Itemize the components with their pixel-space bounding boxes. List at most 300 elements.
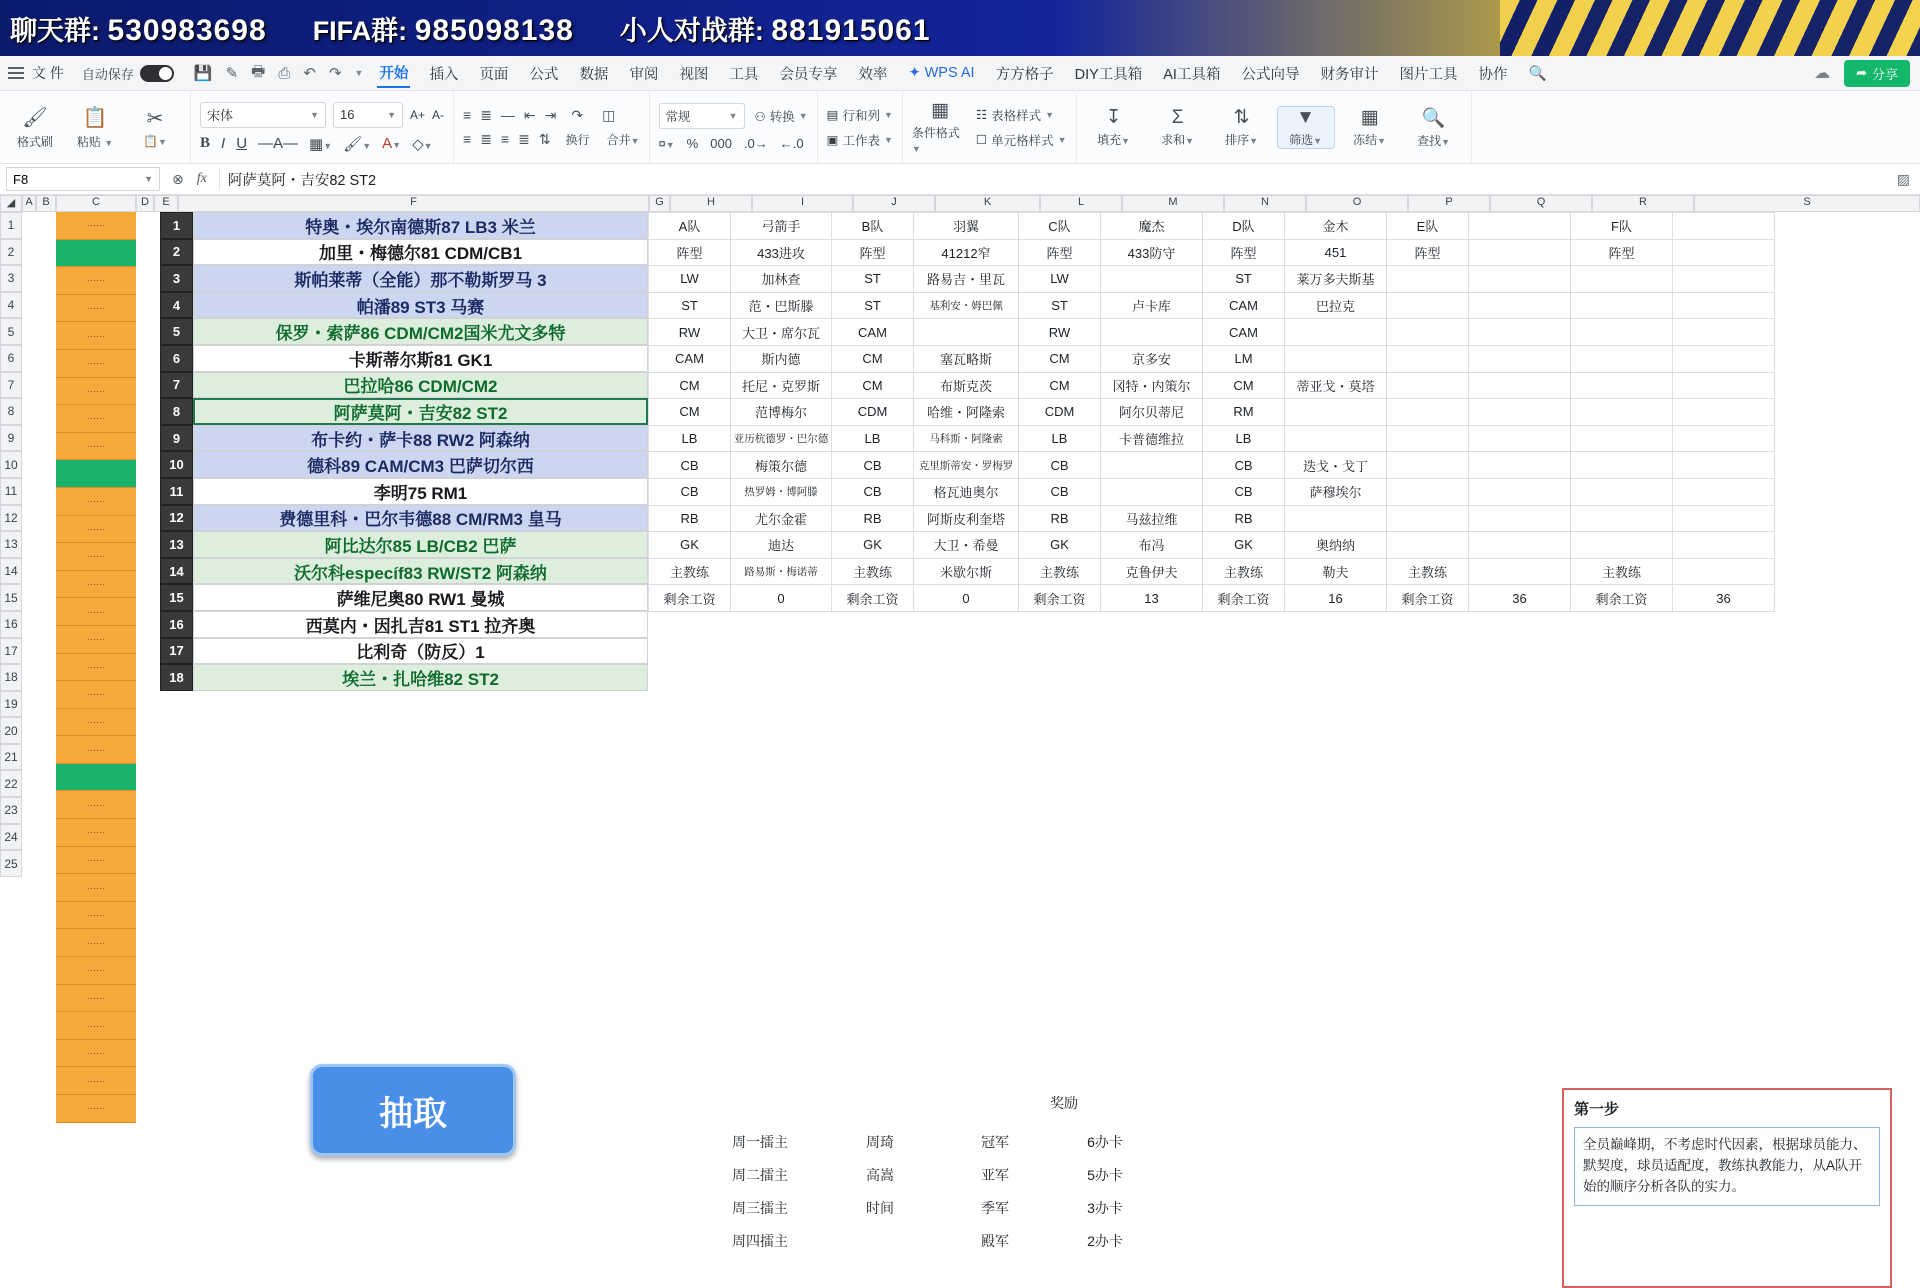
table-cell[interactable] <box>1387 266 1469 293</box>
number-format-select[interactable]: 常规 ▼ <box>659 103 745 129</box>
col-header-P[interactable]: P <box>1408 195 1490 212</box>
col-header-D[interactable]: D <box>136 195 154 212</box>
table-cell[interactable]: 剩余工资 <box>1387 585 1469 612</box>
table-cell[interactable]: LB <box>649 425 731 452</box>
select-all-corner[interactable]: ◢ <box>0 195 22 212</box>
table-cell[interactable]: 卢卡库 <box>1101 292 1203 319</box>
table-cell[interactable] <box>1285 345 1387 372</box>
table-cell[interactable]: 范・巴斯滕 <box>731 292 832 319</box>
tab-image-tools[interactable]: 图片工具 <box>1399 66 1458 83</box>
table-cell[interactable] <box>1571 345 1673 372</box>
output-pdf-icon[interactable]: ⎙ <box>278 64 291 82</box>
table-cell[interactable]: RB <box>1203 505 1285 532</box>
tab-member[interactable]: 会员专享 <box>779 66 838 83</box>
table-cell[interactable]: 格瓦迪奥尔 <box>914 478 1019 505</box>
table-cell[interactable]: B队 <box>832 213 914 240</box>
row-header[interactable]: 15 <box>0 584 22 611</box>
name-list-item[interactable]: 保罗・索萨86 CDM/CM2国米尤文多特 <box>193 318 648 345</box>
source-list-item[interactable]: ······ <box>56 736 136 764</box>
name-list-item[interactable]: 阿萨莫阿・吉安82 ST2 <box>193 398 648 425</box>
table-cell[interactable]: RB <box>1019 505 1101 532</box>
table-cell[interactable] <box>1387 425 1469 452</box>
table-row[interactable] <box>649 213 1775 240</box>
decrease-indent-icon[interactable]: ⇤ <box>523 106 536 123</box>
table-cell[interactable]: E队 <box>1387 213 1469 240</box>
table-cell[interactable]: 萨穆埃尔 <box>1285 478 1387 505</box>
name-list-item[interactable]: 费德里科・巴尔韦德88 CM/RM3 皇马 <box>193 505 648 532</box>
table-cell[interactable] <box>1387 292 1469 319</box>
table-cell[interactable]: GK <box>832 532 914 559</box>
tab-start[interactable]: 开始 <box>377 59 410 88</box>
table-cell[interactable] <box>1571 319 1673 346</box>
table-cell[interactable]: CM <box>649 399 731 426</box>
table-cell[interactable]: 13 <box>1101 585 1203 612</box>
table-cell[interactable] <box>1469 345 1571 372</box>
row-header[interactable]: 12 <box>0 505 22 532</box>
row-header[interactable]: 10 <box>0 451 22 478</box>
name-list-item[interactable]: 卡斯蒂尔斯81 GK1 <box>193 345 648 372</box>
table-cell[interactable]: LW <box>1019 266 1101 293</box>
decrease-decimal-icon[interactable]: ←.0 <box>779 136 804 151</box>
tab-data[interactable]: 数据 <box>579 66 609 83</box>
rows-columns-button[interactable]: ▤ 行和列 ▼ <box>826 108 893 123</box>
col-header-M[interactable]: M <box>1122 195 1224 212</box>
source-list-item[interactable]: ······ <box>56 929 136 957</box>
table-cell[interactable]: 阵型 <box>1019 239 1101 266</box>
col-header-G[interactable]: G <box>649 195 670 212</box>
table-cell[interactable]: F队 <box>1571 213 1673 240</box>
table-cell[interactable]: 阵型 <box>832 239 914 266</box>
col-header-I[interactable]: I <box>752 195 853 212</box>
hamburger-menu-icon[interactable] <box>8 67 24 79</box>
table-cell[interactable] <box>1571 452 1673 479</box>
name-list-item[interactable]: 阿比达尔85 LB/CB2 巴萨 <box>193 531 648 558</box>
undo-icon[interactable]: ↶ <box>303 65 316 82</box>
autosave-switch[interactable] <box>140 65 174 82</box>
table-cell[interactable]: ST <box>832 292 914 319</box>
tab-formula[interactable]: 公式 <box>529 66 559 83</box>
italic-button[interactable]: I <box>221 135 226 152</box>
col-header-O[interactable]: O <box>1306 195 1408 212</box>
table-cell[interactable]: 16 <box>1285 585 1387 612</box>
table-cell[interactable] <box>1285 505 1387 532</box>
table-cell[interactable]: RW <box>649 319 731 346</box>
name-list-item[interactable]: 帕潘89 ST3 马赛 <box>193 292 648 319</box>
table-cell[interactable] <box>1469 239 1571 266</box>
table-cell[interactable]: 托尼・克罗斯 <box>731 372 832 399</box>
convert-button[interactable]: ⚇ 转换 ▼ <box>754 109 808 124</box>
table-cell[interactable]: ST <box>832 266 914 293</box>
table-cell[interactable]: 剩余工资 <box>1019 585 1101 612</box>
row-header-column[interactable] <box>0 212 22 877</box>
table-cell[interactable]: 热罗姆・博阿滕 <box>731 478 832 505</box>
table-cell[interactable]: 巴拉克 <box>1285 292 1387 319</box>
share-button[interactable] <box>1844 60 1910 87</box>
table-cell[interactable]: CB <box>1203 452 1285 479</box>
tab-finance-audit[interactable]: 财务审计 <box>1320 66 1379 83</box>
table-cell[interactable]: 范博梅尔 <box>731 399 832 426</box>
table-cell[interactable] <box>1571 372 1673 399</box>
table-cell[interactable]: 勒夫 <box>1285 558 1387 585</box>
table-row[interactable] <box>649 558 1775 585</box>
name-list-item[interactable]: 斯帕莱蒂（全能）那不勒斯罗马 3 <box>193 265 648 292</box>
sort-button[interactable]: ⇅ 排序▼ <box>1225 107 1259 147</box>
source-list-item[interactable]: ······ <box>56 322 136 350</box>
table-cell[interactable] <box>1571 505 1673 532</box>
table-row[interactable] <box>649 292 1775 319</box>
table-cell[interactable] <box>1673 478 1775 505</box>
team-roster-table[interactable] <box>648 212 1775 612</box>
table-cell[interactable]: D队 <box>1203 213 1285 240</box>
table-cell[interactable] <box>1571 425 1673 452</box>
table-cell[interactable]: LM <box>1203 345 1285 372</box>
table-cell[interactable]: C队 <box>1019 213 1101 240</box>
source-list-item[interactable]: ······ <box>56 488 136 516</box>
source-list-item[interactable]: ······ <box>56 571 136 599</box>
table-cell[interactable] <box>1469 452 1571 479</box>
table-cell[interactable]: CM <box>832 345 914 372</box>
source-list-item[interactable] <box>56 764 136 792</box>
comma-style-icon[interactable]: 000 <box>710 136 732 151</box>
table-cell[interactable] <box>1673 213 1775 240</box>
source-list-item[interactable]: ······ <box>56 378 136 406</box>
table-cell[interactable] <box>1101 266 1203 293</box>
row-header[interactable]: 13 <box>0 531 22 558</box>
table-cell[interactable]: 主教练 <box>1019 558 1101 585</box>
align-middle-icon[interactable]: ≣ <box>480 106 492 123</box>
row-header[interactable]: 6 <box>0 345 22 372</box>
bold-button[interactable]: B <box>200 135 211 151</box>
col-header-L[interactable]: L <box>1040 195 1122 212</box>
source-list-item[interactable]: ······ <box>56 212 136 240</box>
source-list-item[interactable]: ······ <box>56 985 136 1013</box>
table-cell[interactable]: 433进攻 <box>731 239 832 266</box>
table-cell[interactable]: CB <box>649 478 731 505</box>
col-header-R[interactable]: R <box>1592 195 1694 212</box>
source-list-item[interactable]: ······ <box>56 405 136 433</box>
table-cell[interactable]: 迭戈・戈丁 <box>1285 452 1387 479</box>
table-cell[interactable]: CAM <box>832 319 914 346</box>
increase-indent-icon[interactable]: ⇥ <box>544 106 557 123</box>
table-cell[interactable]: A队 <box>649 213 731 240</box>
table-cell[interactable]: 尤尔金霍 <box>731 505 832 532</box>
row-header[interactable]: 19 <box>0 691 22 718</box>
table-cell[interactable]: 弓箭手 <box>731 213 832 240</box>
table-cell[interactable] <box>1571 478 1673 505</box>
table-cell[interactable]: LB <box>1019 425 1101 452</box>
table-row[interactable] <box>649 372 1775 399</box>
table-cell[interactable]: 36 <box>1469 585 1571 612</box>
table-cell[interactable] <box>1101 452 1203 479</box>
insert-function-icon[interactable]: fx <box>196 171 207 186</box>
table-cell[interactable] <box>1469 558 1571 585</box>
row-header[interactable]: 7 <box>0 372 22 399</box>
table-cell[interactable] <box>1387 532 1469 559</box>
table-cell[interactable]: 主教练 <box>1387 558 1469 585</box>
table-cell[interactable] <box>1469 292 1571 319</box>
table-cell[interactable] <box>1571 266 1673 293</box>
table-row[interactable] <box>649 452 1775 479</box>
table-cell[interactable]: 阵型 <box>1203 239 1285 266</box>
table-cell[interactable]: 金木 <box>1285 213 1387 240</box>
table-cell[interactable]: RW <box>1019 319 1101 346</box>
row-header[interactable]: 25 <box>0 850 22 877</box>
row-header[interactable]: 5 <box>0 318 22 345</box>
row-header[interactable]: 23 <box>0 797 22 824</box>
table-cell[interactable]: CM <box>832 372 914 399</box>
table-cell[interactable]: 冈特・内策尔 <box>1101 372 1203 399</box>
table-cell[interactable]: 36 <box>1673 585 1775 612</box>
table-cell[interactable] <box>1101 478 1203 505</box>
font-color-icon[interactable]: A▼ <box>382 135 402 152</box>
table-cell[interactable]: 梅策尔德 <box>731 452 832 479</box>
find-button[interactable]: 🔍 查找▼ <box>1417 107 1451 148</box>
table-cell[interactable] <box>1285 399 1387 426</box>
underline-button[interactable]: U <box>236 135 248 152</box>
table-cell[interactable]: 451 <box>1285 239 1387 266</box>
source-list-item[interactable]: ······ <box>56 516 136 544</box>
table-cell[interactable] <box>1673 266 1775 293</box>
table-cell[interactable]: 加林查 <box>731 266 832 293</box>
table-cell[interactable] <box>1469 532 1571 559</box>
table-cell[interactable]: 克里斯蒂安・罗梅罗 <box>914 452 1019 479</box>
table-cell[interactable]: 主教练 <box>649 558 731 585</box>
quick-access-dropdown-icon[interactable]: ▼ <box>354 68 364 78</box>
justify-icon[interactable]: ≣ <box>518 130 530 147</box>
table-cell[interactable]: CM <box>1019 372 1101 399</box>
table-cell[interactable] <box>1673 239 1775 266</box>
font-name-select[interactable]: 宋体 ▼ <box>200 102 326 128</box>
table-cell[interactable]: 主教练 <box>1571 558 1673 585</box>
table-cell[interactable] <box>1571 532 1673 559</box>
table-cell[interactable] <box>1387 478 1469 505</box>
source-list-item[interactable]: ······ <box>56 626 136 654</box>
table-cell[interactable]: RB <box>832 505 914 532</box>
tab-tools[interactable]: 工具 <box>729 66 759 83</box>
table-cell[interactable]: GK <box>1019 532 1101 559</box>
table-cell[interactable] <box>1469 505 1571 532</box>
formula-input[interactable]: 阿萨莫阿・吉安82 ST2 <box>219 168 1897 190</box>
borders-icon[interactable]: ▦▼ <box>309 135 333 153</box>
merge-cells-icon[interactable]: ◫ <box>602 106 616 123</box>
source-list-item[interactable]: ······ <box>56 433 136 461</box>
source-list-item[interactable]: ······ <box>56 709 136 737</box>
table-cell[interactable]: 奥纳纳 <box>1285 532 1387 559</box>
table-cell[interactable]: 路易斯・梅诺蒂 <box>731 558 832 585</box>
name-list-item[interactable]: 埃兰・扎哈维82 ST2 <box>193 664 648 691</box>
source-list-item[interactable]: ······ <box>56 295 136 323</box>
row-header[interactable]: 9 <box>0 425 22 452</box>
row-header[interactable]: 8 <box>0 398 22 425</box>
source-list-item[interactable]: ······ <box>56 1040 136 1068</box>
table-cell[interactable]: 莱万多夫斯基 <box>1285 266 1387 293</box>
table-cell[interactable] <box>1673 399 1775 426</box>
table-row[interactable] <box>649 266 1775 293</box>
table-cell[interactable] <box>1673 319 1775 346</box>
col-header-S[interactable]: S <box>1694 195 1920 212</box>
tab-efficiency[interactable]: 效率 <box>858 66 888 83</box>
row-header[interactable]: 20 <box>0 717 22 744</box>
row-header[interactable]: 14 <box>0 558 22 585</box>
table-cell[interactable]: 马科斯・阿隆索 <box>914 425 1019 452</box>
table-cell[interactable]: 米歇尔斯 <box>914 558 1019 585</box>
name-list-index-column[interactable] <box>160 212 193 691</box>
table-cell[interactable]: LW <box>649 266 731 293</box>
source-list-item[interactable]: ······ <box>56 543 136 571</box>
table-cell[interactable]: 蒂亚戈・莫塔 <box>1285 372 1387 399</box>
fill-color-icon[interactable]: 🖌▼ <box>343 135 372 153</box>
align-top-icon[interactable]: ≡ <box>463 107 472 123</box>
table-cell[interactable]: 剩余工资 <box>649 585 731 612</box>
source-list-item[interactable]: ······ <box>56 681 136 709</box>
table-cell[interactable]: CM <box>1203 372 1285 399</box>
table-cell[interactable]: 路易吉・里瓦 <box>914 266 1019 293</box>
tab-fanfangezi[interactable]: 方方格子 <box>995 66 1054 83</box>
save-icon[interactable]: 💾 <box>193 65 213 82</box>
table-cell[interactable]: 主教练 <box>1203 558 1285 585</box>
source-list-item[interactable]: ······ <box>56 1067 136 1095</box>
table-cell[interactable]: CM <box>1019 345 1101 372</box>
table-cell[interactable]: 羽翼 <box>914 213 1019 240</box>
table-cell[interactable] <box>1469 266 1571 293</box>
freeze-button[interactable]: ▦ 冻结▼ <box>1353 107 1387 147</box>
source-list-item[interactable]: ······ <box>56 1012 136 1040</box>
align-center-icon[interactable]: ≣ <box>480 130 492 147</box>
source-list-item[interactable]: ······ <box>56 847 136 875</box>
table-cell[interactable]: 大卫・希曼 <box>914 532 1019 559</box>
table-cell[interactable]: 阿斯皮利奎塔 <box>914 505 1019 532</box>
col-header-Q[interactable]: Q <box>1490 195 1592 212</box>
ribbon-search-icon[interactable]: 🔍 <box>1528 65 1547 82</box>
table-cell[interactable]: 大卫・席尔瓦 <box>731 319 832 346</box>
table-cell[interactable]: 哈维・阿隆索 <box>914 399 1019 426</box>
table-cell[interactable] <box>1673 292 1775 319</box>
clear-format-icon[interactable]: ◇▼ <box>412 135 433 153</box>
table-cell[interactable]: 塞瓦略斯 <box>914 345 1019 372</box>
tab-formula-wizard[interactable]: 公式向导 <box>1241 66 1300 83</box>
print-icon[interactable]: ✎ <box>225 65 239 82</box>
cell-style-button[interactable]: ☐ 单元格样式 ▼ <box>975 133 1067 148</box>
table-cell[interactable]: 亚历杭德罗・巴尔德 <box>731 425 832 452</box>
table-row[interactable] <box>649 505 1775 532</box>
wrap-text-icon[interactable]: ↷ <box>571 106 584 123</box>
table-cell[interactable] <box>1469 213 1571 240</box>
align-right-icon[interactable]: ≡ <box>500 131 510 147</box>
table-cell[interactable]: 阵型 <box>1387 239 1469 266</box>
name-list-item[interactable]: 德科89 CAM/CM3 巴萨切尔西 <box>193 451 648 478</box>
table-cell[interactable]: 京多安 <box>1101 345 1203 372</box>
table-cell[interactable] <box>1101 319 1203 346</box>
table-cell[interactable]: CB <box>832 452 914 479</box>
cut-button[interactable] <box>129 106 181 148</box>
table-cell[interactable] <box>1571 292 1673 319</box>
table-cell[interactable]: 克鲁伊夫 <box>1101 558 1203 585</box>
table-cell[interactable]: 剩余工资 <box>1571 585 1673 612</box>
row-header[interactable]: 4 <box>0 292 22 319</box>
row-header[interactable]: 24 <box>0 824 22 851</box>
align-left-icon[interactable]: ≡ <box>463 131 472 147</box>
table-cell[interactable] <box>1469 478 1571 505</box>
table-cell[interactable]: 魔杰 <box>1101 213 1203 240</box>
expand-formula-icon[interactable]: ▨ <box>1896 170 1910 187</box>
table-cell[interactable]: GK <box>649 532 731 559</box>
name-list-item[interactable]: 布卡约・萨卡88 RW2 阿森纳 <box>193 425 648 452</box>
table-cell[interactable]: CDM <box>1019 399 1101 426</box>
table-cell[interactable] <box>1673 425 1775 452</box>
source-list-item[interactable]: ······ <box>56 819 136 847</box>
table-row[interactable] <box>649 319 1775 346</box>
table-cell[interactable]: 马兹拉维 <box>1101 505 1203 532</box>
sum-button[interactable]: Σ 求和▼ <box>1161 106 1195 147</box>
table-cell[interactable] <box>1673 532 1775 559</box>
row-header[interactable]: 16 <box>0 611 22 638</box>
row-header[interactable]: 3 <box>0 265 22 292</box>
table-cell[interactable]: ST <box>1203 266 1285 293</box>
table-cell[interactable]: CAM <box>1203 292 1285 319</box>
col-header-N[interactable]: N <box>1224 195 1306 212</box>
tab-review[interactable]: 审阅 <box>629 66 659 83</box>
table-cell[interactable] <box>1673 452 1775 479</box>
name-list-item[interactable]: 巴拉哈86 CDM/CM2 <box>193 372 648 399</box>
source-list-item[interactable]: ······ <box>56 350 136 378</box>
table-cell[interactable]: CDM <box>832 399 914 426</box>
table-row[interactable] <box>649 478 1775 505</box>
table-cell[interactable]: 剩余工资 <box>1203 585 1285 612</box>
zoom-icon[interactable]: ⊗ <box>172 170 184 187</box>
table-cell[interactable] <box>1387 452 1469 479</box>
col-header-J[interactable]: J <box>853 195 935 212</box>
row-header[interactable]: 17 <box>0 638 22 665</box>
table-cell[interactable] <box>1571 399 1673 426</box>
table-cell[interactable] <box>1673 345 1775 372</box>
row-header[interactable]: 18 <box>0 664 22 691</box>
table-cell[interactable]: RM <box>1203 399 1285 426</box>
col-header-E[interactable]: E <box>154 195 178 212</box>
source-list-item[interactable]: ······ <box>56 598 136 626</box>
merge-label[interactable]: 合并▼ <box>606 132 640 147</box>
tab-wps-ai[interactable] <box>906 62 976 84</box>
table-cell[interactable]: CM <box>649 372 731 399</box>
table-cell[interactable]: 41212窄 <box>914 239 1019 266</box>
table-cell[interactable] <box>1387 505 1469 532</box>
table-row[interactable] <box>649 532 1775 559</box>
tab-insert[interactable]: 插入 <box>429 66 459 83</box>
source-list-item[interactable] <box>56 460 136 488</box>
table-cell[interactable]: CAM <box>1203 319 1285 346</box>
tab-diy-toolbox[interactable]: DIY工具箱 <box>1074 66 1143 83</box>
table-cell[interactable]: CB <box>832 478 914 505</box>
row-header[interactable]: 2 <box>0 239 22 266</box>
grow-font-button[interactable]: A+ <box>410 107 426 122</box>
table-cell[interactable]: ST <box>649 292 731 319</box>
source-list-item[interactable] <box>56 240 136 268</box>
source-list-item[interactable]: ······ <box>56 1095 136 1123</box>
table-cell[interactable] <box>1673 558 1775 585</box>
table-cell[interactable]: LB <box>832 425 914 452</box>
table-cell[interactable]: CB <box>1019 452 1101 479</box>
row-header[interactable]: 1 <box>0 212 22 239</box>
source-list-item[interactable]: ······ <box>56 957 136 985</box>
table-cell[interactable]: CAM <box>649 345 731 372</box>
table-cell[interactable]: 阵型 <box>649 239 731 266</box>
table-cell[interactable]: 卡普德维拉 <box>1101 425 1203 452</box>
increase-decimal-icon[interactable]: .0→ <box>743 136 768 151</box>
shrink-font-button[interactable]: A- <box>432 107 445 122</box>
source-list-item[interactable]: ······ <box>56 267 136 295</box>
spreadsheet-grid[interactable] <box>0 195 1920 1249</box>
table-style-button[interactable]: ☷ 表格样式 ▼ <box>975 108 1055 123</box>
col-header-H[interactable]: H <box>670 195 752 212</box>
